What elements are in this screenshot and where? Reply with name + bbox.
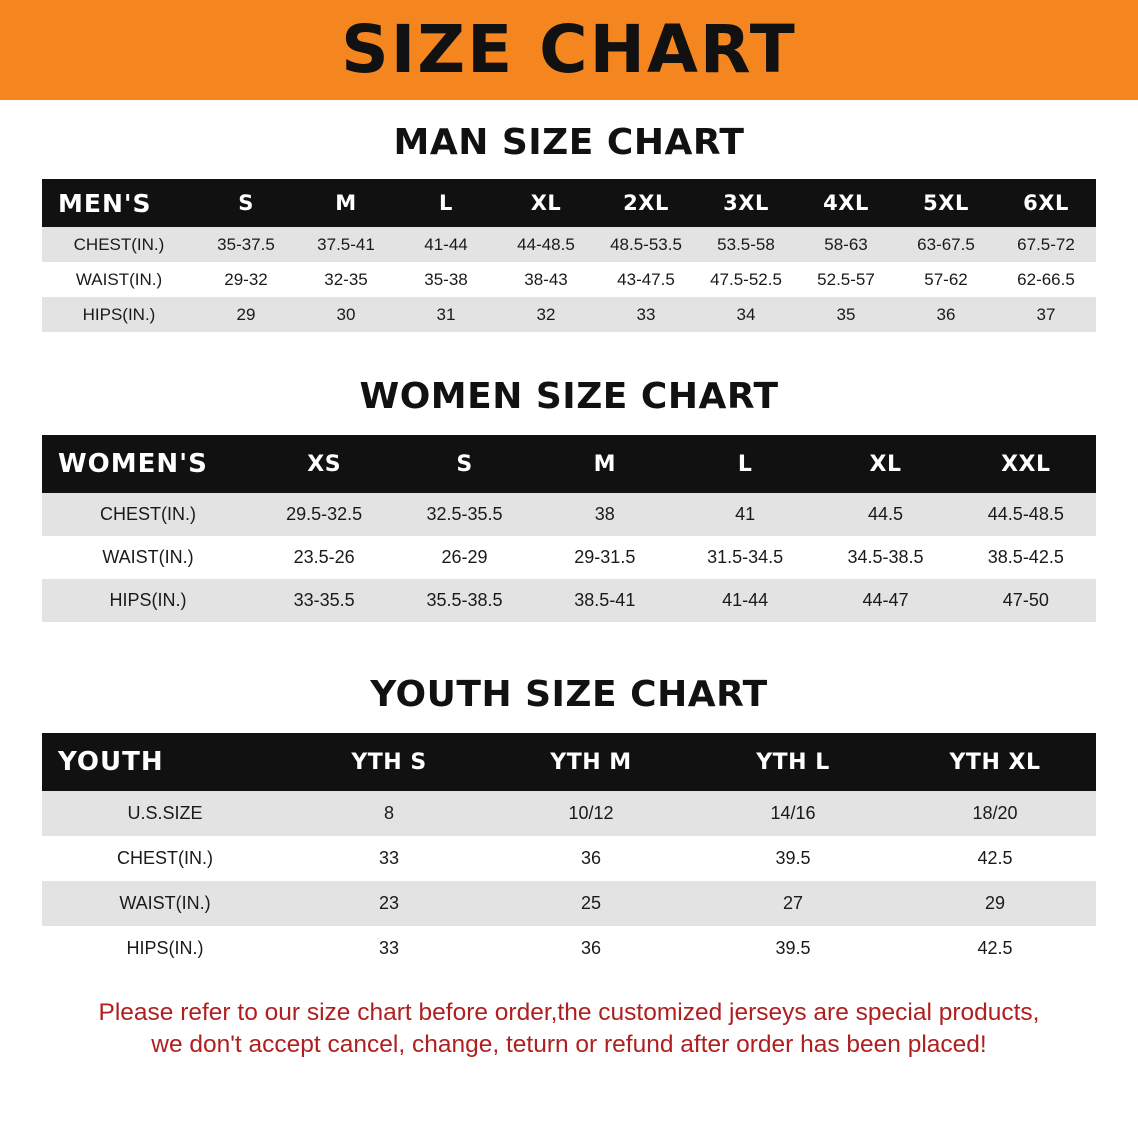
row-label: CHEST(IN.): [42, 493, 254, 536]
table-cell: 36: [490, 926, 692, 971]
table-cell: 35-37.5: [196, 227, 296, 262]
row-label: CHEST(IN.): [42, 836, 288, 881]
table-cell: 23.5-26: [254, 536, 394, 579]
column-header-l: L: [675, 435, 815, 493]
men-size-table: [42, 179, 1096, 332]
column-header-xl: XL: [815, 435, 955, 493]
column-header-m: M: [535, 435, 675, 493]
table-cell: 41: [675, 493, 815, 536]
table-cell: 58-63: [796, 227, 896, 262]
table-cell: 14/16: [692, 791, 894, 836]
column-header-yth-l: YTH L: [692, 733, 894, 791]
table-row: [42, 791, 1096, 836]
table-cell: 43-47.5: [596, 262, 696, 297]
table-cell: 35: [796, 297, 896, 332]
column-header-4xl: 4XL: [796, 179, 896, 227]
men-table-header: [42, 179, 1096, 227]
women-table-wrap: [42, 435, 1096, 622]
row-label: HIPS(IN.): [42, 926, 288, 971]
table-cell: 44.5-48.5: [956, 493, 1096, 536]
row-label: HIPS(IN.): [42, 297, 196, 332]
table-cell: 67.5-72: [996, 227, 1096, 262]
women-table-body: [42, 493, 1096, 622]
column-header-m: M: [296, 179, 396, 227]
table-cell: 57-62: [896, 262, 996, 297]
youth-section-title: YOUTH SIZE CHART: [370, 674, 768, 715]
youth-table-body: [42, 791, 1096, 971]
column-header-s: S: [196, 179, 296, 227]
youth-table-corner-label: YOUTH: [42, 733, 288, 791]
table-cell: 38.5-41: [535, 579, 675, 622]
table-row: [42, 579, 1096, 622]
table-cell: 29: [196, 297, 296, 332]
youth-size-table: [42, 733, 1096, 971]
table-cell: 32.5-35.5: [394, 493, 534, 536]
table-cell: 29-32: [196, 262, 296, 297]
table-cell: 29: [894, 881, 1096, 926]
row-label: U.S.SIZE: [42, 791, 288, 836]
column-header-s: S: [394, 435, 534, 493]
column-header-5xl: 5XL: [896, 179, 996, 227]
table-cell: 44-47: [815, 579, 955, 622]
column-header-l: L: [396, 179, 496, 227]
table-cell: 26-29: [394, 536, 534, 579]
table-cell: 32: [496, 297, 596, 332]
table-cell: 18/20: [894, 791, 1096, 836]
column-header-2xl: 2XL: [596, 179, 696, 227]
table-cell: 42.5: [894, 926, 1096, 971]
table-cell: 34: [696, 297, 796, 332]
table-row: [42, 262, 1096, 297]
men-table-corner-label: MEN'S: [42, 179, 196, 227]
table-cell: 34.5-38.5: [815, 536, 955, 579]
row-label: HIPS(IN.): [42, 579, 254, 622]
table-cell: 48.5-53.5: [596, 227, 696, 262]
women-table-corner-label: WOMEN'S: [42, 435, 254, 493]
table-cell: 63-67.5: [896, 227, 996, 262]
table-cell: 37: [996, 297, 1096, 332]
row-label: WAIST(IN.): [42, 536, 254, 579]
table-cell: 47-50: [956, 579, 1096, 622]
table-cell: 33-35.5: [254, 579, 394, 622]
table-cell: 23: [288, 881, 490, 926]
column-header-6xl: 6XL: [996, 179, 1096, 227]
order-policy-note: [38, 997, 1100, 1062]
table-row: [42, 881, 1096, 926]
youth-table-header: [42, 733, 1096, 791]
youth-table-wrap: [42, 733, 1096, 971]
table-cell: 38.5-42.5: [956, 536, 1096, 579]
table-cell: 31: [396, 297, 496, 332]
table-cell: 44-48.5: [496, 227, 596, 262]
table-header-row: [42, 733, 1096, 791]
note-line-1: Please refer to our size chart before order,the customized jerseys are special products,: [98, 999, 1040, 1026]
man-section-title: MAN SIZE CHART: [393, 122, 745, 163]
table-cell: 30: [296, 297, 396, 332]
women-size-table: [42, 435, 1096, 622]
row-label: WAIST(IN.): [42, 881, 288, 926]
column-header-3xl: 3XL: [696, 179, 796, 227]
table-cell: 37.5-41: [296, 227, 396, 262]
table-cell: 62-66.5: [996, 262, 1096, 297]
table-cell: 33: [288, 926, 490, 971]
table-row: [42, 493, 1096, 536]
women-section-title: WOMEN SIZE CHART: [359, 376, 779, 417]
table-cell: 27: [692, 881, 894, 926]
column-header-xs: XS: [254, 435, 394, 493]
column-header-yth-s: YTH S: [288, 733, 490, 791]
page-title: SIZE CHART: [341, 11, 797, 88]
table-cell: 29.5-32.5: [254, 493, 394, 536]
table-cell: 41-44: [396, 227, 496, 262]
table-cell: 38-43: [496, 262, 596, 297]
table-cell: 35.5-38.5: [394, 579, 534, 622]
note-line-2: we don't accept cancel, change, teturn or refund after order has been placed!: [151, 1031, 987, 1059]
table-cell: 29-31.5: [535, 536, 675, 579]
table-cell: 25: [490, 881, 692, 926]
man-table-wrap: [42, 179, 1096, 332]
table-cell: 32-35: [296, 262, 396, 297]
table-cell: 33: [288, 836, 490, 881]
row-label: CHEST(IN.): [42, 227, 196, 262]
table-row: [42, 297, 1096, 332]
table-cell: 8: [288, 791, 490, 836]
table-row: [42, 926, 1096, 971]
table-cell: 35-38: [396, 262, 496, 297]
table-cell: 53.5-58: [696, 227, 796, 262]
table-header-row: [42, 435, 1096, 493]
table-header-row: [42, 179, 1096, 227]
table-cell: 39.5: [692, 836, 894, 881]
table-cell: 52.5-57: [796, 262, 896, 297]
table-cell: 31.5-34.5: [675, 536, 815, 579]
column-header-yth-m: YTH M: [490, 733, 692, 791]
table-cell: 39.5: [692, 926, 894, 971]
table-cell: 41-44: [675, 579, 815, 622]
row-label: WAIST(IN.): [42, 262, 196, 297]
table-cell: 36: [490, 836, 692, 881]
men-table-body: [42, 227, 1096, 332]
table-row: [42, 836, 1096, 881]
banner: [0, 0, 1138, 100]
table-cell: 10/12: [490, 791, 692, 836]
table-row: [42, 536, 1096, 579]
table-cell: 38: [535, 493, 675, 536]
column-header-yth-xl: YTH XL: [894, 733, 1096, 791]
column-header-xxl: XXL: [956, 435, 1096, 493]
table-cell: 42.5: [894, 836, 1096, 881]
table-cell: 44.5: [815, 493, 955, 536]
table-cell: 47.5-52.5: [696, 262, 796, 297]
table-cell: 33: [596, 297, 696, 332]
column-header-xl: XL: [496, 179, 596, 227]
table-row: [42, 227, 1096, 262]
table-cell: 36: [896, 297, 996, 332]
women-table-header: [42, 435, 1096, 493]
